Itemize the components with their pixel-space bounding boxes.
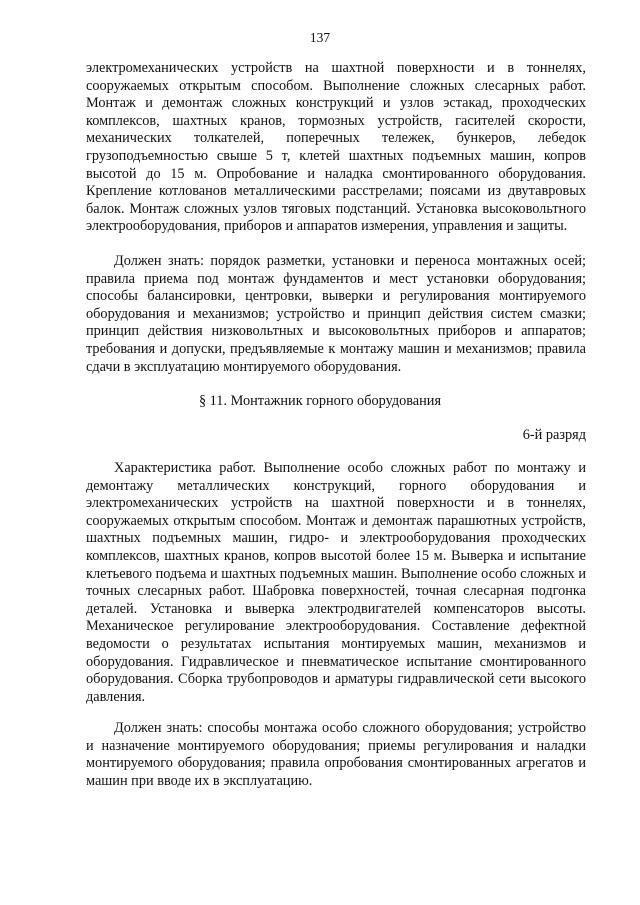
- paragraph-knowledge-grade5: [86, 253, 586, 376]
- paragraph-characteristics-6: Характеристика работ. Выполнение особо сложных работ по монтажу и демонтажу металлических конструкций, горного оборудования и электромеханических устройств на шахтной поверхности и в тоннелях, сооружаемых открытым способом. Монтаж и демонтаж парашютных устройств, шахтных подъемных машин, гидро- и электрооборудования проходческих комплексов, шахтных кранов, копров высотой более 15 м. Выверка и испытание клетьевого подъема и шахтных подъемных машин. Выполнение особо сложных и точных слесарных работ. Шабровка поверхностей, точная слесарная подгонка деталей. Установка и выверка электродвигателей компенсаторов высоты. Механическое регулирование электрооборудования. Составление дефектной ведомости о результатах испытания монтируемых машин, механизмов и оборудования. Гидравлическое и пневматическое испытание смонтированного оборудования. Сборка трубопроводов и арматуры гидравлической сети высокого давления.: [86, 460, 586, 705]
- paragraph-must-know-5: Должен знать: порядок разметки, установки и переноса монтажных осей; правила приема под монтаж фундаментов и мест установки оборудования; способы балансировки, центровки, выверки и регулирования монтируемого оборудования и механизмов; устройство и принцип действия систем смазки; принцип действия низковольтных и высоковольтных приборов и аппаратов; требования и допуски, предъявляемые к монтажу машин и механизмов; правила сдачи в эксплуатацию монтируемого оборудования.: [86, 253, 586, 375]
- paragraph-work-description-end: электромеханических устройств на шахтной поверхности и в тоннелях, сооружаемых открытым способом. Выполнение сложных слесарных работ. Монтаж и демонтаж сложных конструкций и узлов эстакад, проходческих комплексов, шахтных кранов, тормозных устройств, гасителей скорости, механических толкателей, поперечных тележек, бункеров, лебедок грузоподъемностью свыше 5 т, клетей шахтных подъемных машин, копров высотой до 15 м. Опробование и наладка смонтированного оборудования. Крепление котлованов металлическими расстрелами; поясами из двутавровых балок. Монтаж сложных узлов тяговых подстанций. Установка высоковольтного электрооборудования, приборов и аппаратов измерения, управления и защиты.: [86, 60, 586, 235]
- paragraph-continuation: [86, 60, 586, 236]
- paragraph-knowledge-grade6: [86, 720, 586, 790]
- grade-label: 6-й разряд: [522, 427, 586, 443]
- page-number: 137: [309, 30, 331, 45]
- paragraph-must-know-6: Должен знать: способы монтажа особо сложного оборудования; устройство и назначение монтируемого оборудования; приемы регулирования и наладки монтируемого оборудования; правила опробования смонтированных агрегатов и машин при вводе их в эксплуатацию.: [86, 720, 586, 789]
- section-heading: § 11. Монтажник горного оборудования: [198, 393, 442, 409]
- paragraph-work-characteristics: [86, 460, 586, 706]
